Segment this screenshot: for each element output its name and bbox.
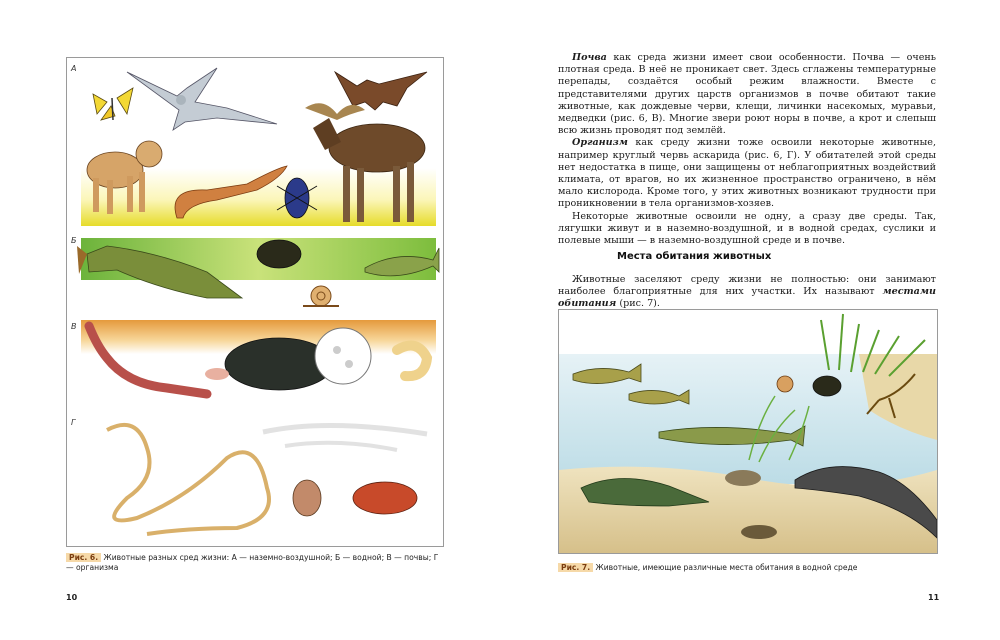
diving-beetle-drawing [813, 376, 841, 396]
figure-7-drawing [559, 310, 937, 553]
water-beetle-drawing [257, 240, 301, 268]
roundworm-drawing [107, 425, 269, 534]
figure-6-caption [66, 553, 442, 573]
habitat-text-after: (рис. 7). [616, 298, 660, 310]
paragraph-two-media [558, 211, 936, 248]
figure-6-illustration [66, 57, 444, 547]
figure-7-illustration [558, 309, 938, 554]
paragraph-organism-text: как среду жизни тоже освоили некоторые животные, например круглый червь аскарида (рис. 6, Г). У обитателей этой среды нет недостатка в пище, они защищены от неблагоприятных воздействий климата, от врагов, но их жизненное пространство ограничено, в нём мало кислорода. Кроме того, у этих животных возникают трудности при проникновении в тела организмов-хозяев. [558, 137, 936, 210]
tick-drawing [293, 480, 321, 516]
keyword-organism: Организм [572, 137, 628, 149]
figure-6-caption-text: Животные разных сред жизни: А — наземно-воздушной; Б — водной; В — почвы; Г — организма [66, 553, 439, 572]
panel-letter-v: В [71, 322, 77, 331]
pond-snail-drawing [777, 376, 793, 392]
habitat-text [558, 274, 936, 311]
paragraph-soil [558, 52, 936, 137]
page-number-left: 10 [66, 593, 78, 602]
figure-7-label: Рис. 7. [558, 563, 593, 572]
butterfly-drawing [93, 88, 133, 120]
paragraph-habitat [558, 274, 936, 311]
panel-letter-a: А [71, 64, 77, 73]
larva-drawing [397, 346, 427, 377]
long-worms-drawing [263, 425, 427, 450]
flea-drawing [353, 482, 417, 514]
figure-6-label: Рис. 6. [66, 553, 101, 562]
right-page [500, 0, 1000, 640]
page-number-right: 11 [928, 593, 940, 602]
habitat-text-before: Животные заселяют среду жизни не полностью: они занимают наиболее благоприятные для них участки. Их называют [558, 274, 936, 298]
panel-letter-g: Г [71, 418, 76, 427]
figure-6-drawing [67, 58, 443, 546]
body-text [558, 52, 936, 247]
figure-7-caption-text: Животные, имеющие различные места обитания в водной среде [595, 563, 858, 572]
bird-drawing [127, 68, 277, 130]
keyword-habitat: местами обитания [558, 286, 936, 310]
mites-circle-drawing [315, 328, 371, 384]
paragraph-organism [558, 137, 936, 210]
bat-drawing [335, 72, 427, 110]
panel-letter-b: Б [71, 236, 77, 245]
paragraph-soil-text: как среда жизни имеет свои особенности. Почва — очень плотная среда. В неё не проникает свет. Здесь сглажены температурные перепады, создаётся особый режим влажности. Вместе с представителями других царств организмов в почве обитают такие животные, как дождевые черви, клещи, личинки насекомых, муравьи, медведки (рис. 6, В). Многие звери роют норы в почве, а крот и слепыш всю жизнь проводят под землёй. [558, 52, 936, 137]
paragraph-two-media-text: Некоторые животные освоили не одну, а сразу две среды. Так, лягушки живут и в наземно-воздушной, и в водной средах, суслики и полевые мыши — в наземно-воздушной среде и в почве. [558, 210, 936, 247]
figure-7-caption [558, 563, 936, 573]
snail-drawing [303, 286, 339, 306]
section-title: Места обитания животных [617, 251, 772, 262]
keyword-soil: Почва [572, 52, 607, 63]
